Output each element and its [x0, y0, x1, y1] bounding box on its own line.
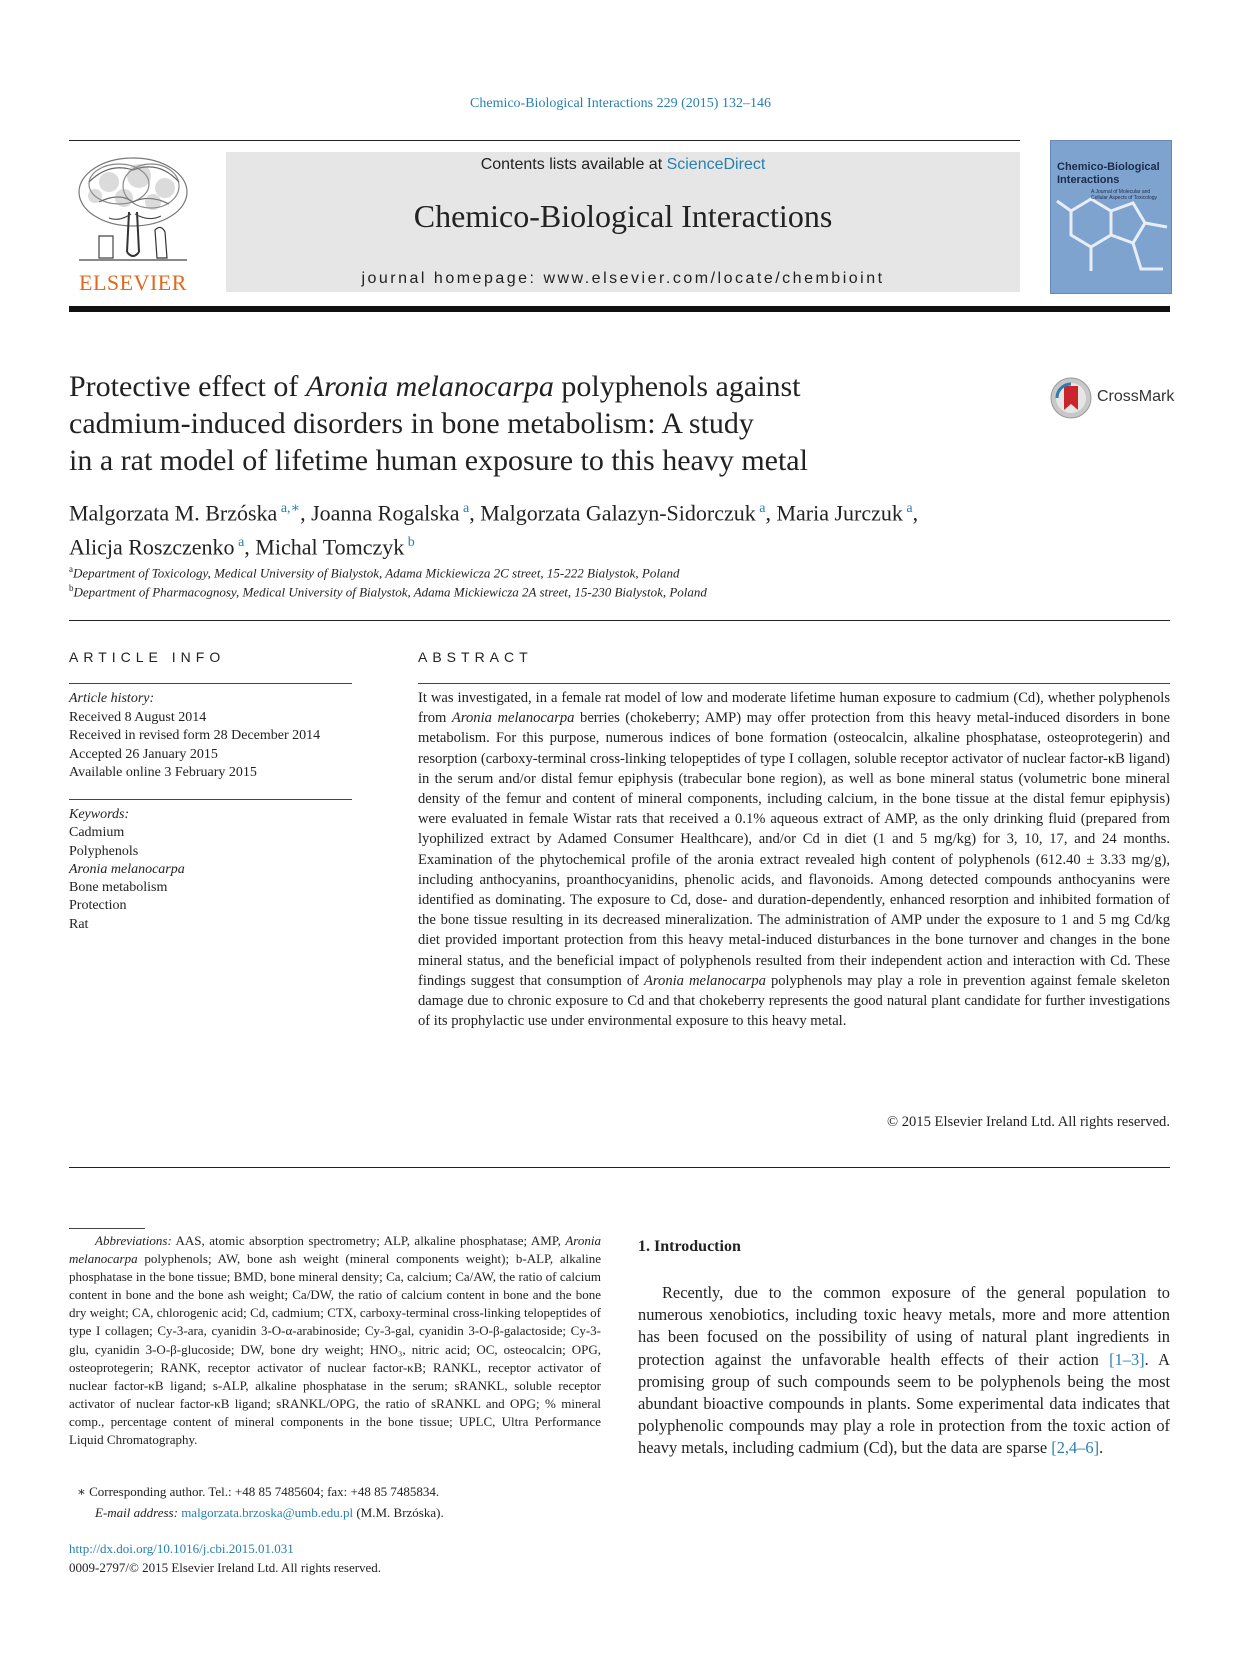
affiliation-a: $^a$Department of Toxicology, Medical University of Bialystok, Adama Mickiewicza 2C street, 15-222 Bialystok, Poland	[69, 564, 680, 581]
keyword: Rat	[69, 916, 89, 932]
journal-banner	[226, 152, 1020, 292]
keyword: Protection	[69, 898, 127, 914]
affiliation-b: $^b$Department of Pharmacognosy, Medical University of Bialystok, Adama Mickiewicza 2A street, 15-230 Bialystok, Poland	[69, 583, 707, 600]
author-email: E-mail address: malgorzata.brzoska@umb.edu.pl (M.M. Brzóska).	[95, 1505, 444, 1520]
issn-line: 0009-2797/© 2015 Elsevier Ireland Ltd. All rights reserved.	[69, 1560, 382, 1575]
header-rule	[69, 140, 1020, 141]
article-history: Article history: Received 8 August 2014 Received in revised form 28 December 2014 Accepted 26 January 2015 Available online 3 February 2015	[69, 690, 359, 783]
keywords-list: Keywords: Cadmium Polyphenols Aronia melanocarpa Bone metabolism Protection Rat	[69, 806, 359, 934]
abstract-copyright: © 2015 Elsevier Ireland Ltd. All rights reserved.	[886, 1114, 1170, 1130]
elsevier-logo[interactable]	[69, 152, 197, 296]
email-link[interactable]: malgorzata.brzoska@umb.edu.pl	[181, 1505, 354, 1520]
introduction-heading: 1. Introduction	[638, 1238, 741, 1255]
contents-line: Contents lists available at ScienceDirect	[480, 156, 766, 173]
footnote-rule	[69, 1228, 145, 1229]
author[interactable]: Malgorzata M. Brzóska	[69, 500, 278, 526]
journal-homepage[interactable]: journal homepage: www.elsevier.com/locate/chembioint	[361, 270, 885, 287]
author-list: Malgorzata M. Brzóska $^{a,∗}$, Joanna Rogalska $^a$, Malgorzata Galazyn-Sidorczuk $^a$, Maria Jurczuk $^a$, Alicja Roszczenko $^a$, Michal Tomczyk $^b$	[69, 500, 919, 560]
keywords-rule	[69, 799, 352, 800]
elsevier-wordmark: ELSEVIER	[79, 270, 187, 295]
keyword: Polyphenols	[69, 843, 139, 859]
sciencedirect-link[interactable]: ScienceDirect	[666, 156, 766, 173]
history-item: Accepted 26 January 2015	[69, 746, 218, 762]
author[interactable]: Alicja Roszczenko	[69, 534, 235, 560]
author-affiliation-mark[interactable]: a	[906, 501, 913, 516]
author[interactable]: Joanna Rogalska	[311, 500, 460, 526]
journal-name: Chemico-Biological Interactions	[413, 198, 833, 234]
introduction-text: Recently, due to the common exposure of the general population to numerous xenobiotics, including toxic heavy metals, more and more attention has been focused on the possibility of using of natural plant ingredients in protection against the unfavorable health effects of their action [1–3]. A promising group of such compounds seem to be polyphenols being the most abundant bioactive compounds in plants. Some experimental data indicates that polyphenolic compounds may play a role in protection from the toxic action of heavy metals, including cadmium (Cd), but the data are sparse [2,4–6].	[638, 1283, 1170, 1458]
history-item: Received 8 August 2014	[69, 709, 207, 725]
abstract-rule	[418, 683, 1170, 684]
reference-link[interactable]: [2,4–6]	[1051, 1438, 1100, 1458]
author[interactable]: Malgorzata Galazyn-Sidorczuk	[480, 500, 756, 526]
article-info-rule	[69, 683, 352, 684]
history-item: Received in revised form 28 December 2014	[69, 728, 321, 743]
crossmark-label: CrossMark	[1097, 388, 1175, 405]
elsevier-tree-icon	[69, 152, 197, 270]
abstract-text: It was investigated, in a female rat model of low and moderate lifetime human exposure to cadmium (Cd), whether polyphenols from Aronia melanocarpa berries (chokeberry; AMP) may offer protection from this heavy metal-induced disorders in bone metabolism. For this purpose, numerous indices of bone formation (osteocalcin, alkaline phosphatase, osteoprotegerin) and resorption (carboxy-terminal cross-linking telopeptides of type I collagen, soluble receptor activator of nuclear factor-κB ligand) in the serum and/or distal femur epiphysis (trabecular bone region), as well as bone mineral status (volumetric bone mineral density of the femur and content of mineral components, including calcium, in the bone tissue at the distal femur epiphysis) were evaluated in female Wistar rats that received a 0.1% aqueous extract of AMP, as the only drinking fluid (prepared from lyophilized extract by Adamed Consumer Healthcare), and/or Cd in diet (1 and 5 mg/kg) for 3, 10, 17, and 24 months. Examination of the phytochemical profile of the aronia extract revealed high content of polyphenols (612.40 ± 3.33 mg/g), including anthocyanins, proanthocyanidins, phenolic acids, and flavonoids. Among detected compounds anthocyanins were identified as dominating. The exposure to Cd, dose- and duration-dependently, enhanced resorption and inhibited formation of the bone tissue resulting in its decreased mineralization. The administration of AMP under the exposure to 1 and 5 mg Cd/kg diet provided important protection from this heavy metal-induced disturbances in the bone turnover and changes in the bone mineral status, and the beneficial impact of polyphenols resulted from their independent action and interaction with Cd. These findings suggest that consumption of Aronia melanocarpa polyphenols may play a role in prevention against female skeleton damage due to chronic exposure to Cd and that chokeberry represents the good natural plant candidate for further investigations of its prophylactic use under environmental exposure to this heavy metal.	[418, 690, 1170, 1030]
author-affiliation-mark[interactable]: a	[238, 535, 245, 551]
article-info-heading: ARTICLE INFO	[69, 649, 226, 665]
keyword: Aronia melanocarpa	[69, 861, 185, 877]
abstract-bottom-rule	[69, 1167, 1170, 1168]
crossmark-badge[interactable]	[1049, 376, 1179, 420]
crossmark-icon	[1049, 376, 1093, 420]
abstract-heading: ABSTRACT	[418, 649, 533, 665]
abbreviations-footnote: Abbreviations: AAS, atomic absorption spectrometry; ALP, alkaline phosphatase; AMP, Aronia melanocarpa polyphenols; AW, bone ash weight (mineral components weight); b-ALP, alkaline phosphatase in the bone tissue; BMD, bone mineral density; Ca, calcium; Ca/AW, the ratio of calcium content in bone and the bone ash weight; Ca/DW, the ratio of calcium content in bone and the bone dry weight; CA, chlorogenic acid; Cd, cadmium; CTX, carboxy-terminal cross-linking telopeptides of type I collagen; Cy-3-ara, cyanidin 3-O-α-arabinoside; Cy-3-gal, cyanidin 3-O-β-galactoside; Cy-3-glu, cyanidin 3-O-β-glucoside; DW, bone dry weight; HNO₃, nitric acid; OC, osteocalcin; OPG, osteoprotegerin; RANK, receptor activator of nuclear factor-κB; RANKL, receptor activator of nuclear factor-κB ligand; s-ALP, alkaline phosphatase in the serum; sRANKL, soluble receptor activator of nuclear factor-κB ligand; sRANKL/OPG, the ratio of sRANKL and OPG; % mineral comp., percentage content of mineral components in the bone tissue; UPLC, Ultra Performance Liquid Chromatography.	[69, 1233, 601, 1448]
doi-link[interactable]: http://dx.doi.org/10.1016/j.cbi.2015.01.031	[69, 1541, 294, 1556]
author[interactable]: Michal Tomczyk	[255, 534, 405, 560]
author-affiliation-mark[interactable]: b	[407, 535, 415, 551]
corresponding-author: ∗ Corresponding author. Tel.: +48 85 7485604; fax: +48 85 7485834.	[77, 1484, 440, 1499]
section-rule	[69, 620, 1170, 621]
keyword: Bone metabolism	[69, 880, 168, 896]
author[interactable]: Maria Jurczuk	[776, 500, 903, 526]
journal-cover[interactable]	[1050, 140, 1172, 294]
header-thick-rule	[69, 306, 1170, 312]
article-title: Protective effect of Aronia melanocarpa polyphenols against cadmium-induced disorders in bone metabolism: A study in a rat model of lifetime human exposure to this heavy metal	[69, 370, 808, 477]
history-item: Available online 3 February 2015	[69, 765, 257, 780]
cover-subtitle: A Journal of Molecular and Cellular Aspects of Toxicology	[1091, 189, 1158, 201]
cover-title: Chemico-Biological Interactions	[1057, 161, 1160, 186]
keyword: Cadmium	[69, 825, 125, 841]
author-affiliation-mark[interactable]: a,∗	[280, 501, 301, 516]
reference-link[interactable]: [1–3]	[1109, 1349, 1145, 1369]
author-affiliation-mark[interactable]: a	[759, 501, 766, 516]
journal-citation[interactable]: Chemico-Biological Interactions 229 (2015) 132–146	[470, 96, 771, 111]
author-affiliation-mark[interactable]: a	[463, 501, 470, 516]
